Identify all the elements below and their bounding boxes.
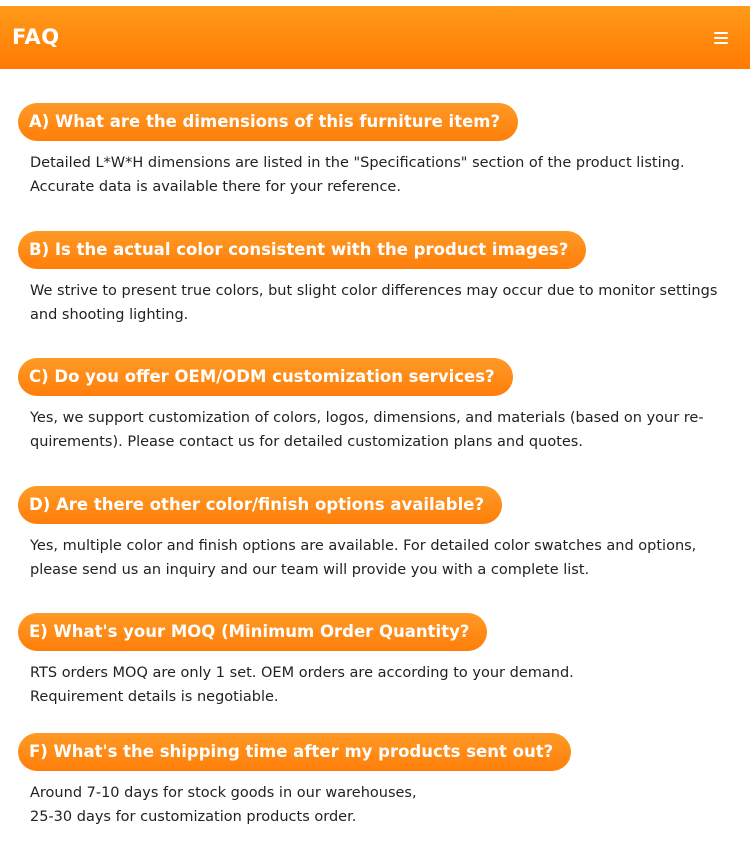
faq-question-a[interactable]: A) What are the dimensions of this furniture item?: [18, 103, 518, 141]
menu-line: [714, 32, 728, 34]
menu-line: [714, 42, 728, 44]
faq-answer-b: We strive to present true colors, but slight color differences may occur due to monitor settings and shooting lighting.: [30, 283, 718, 323]
menu-line: [714, 37, 728, 39]
faq-question-d[interactable]: D) Are there other color/finish options available?: [18, 486, 502, 524]
hamburger-menu-icon[interactable]: [714, 32, 728, 44]
faq-question-f[interactable]: F) What's the shipping time after my products sent out?: [18, 733, 571, 771]
faq-question-c[interactable]: C) Do you offer OEM/ODM customization services?: [18, 358, 513, 396]
faq-question-e[interactable]: E) What's your MOQ (Minimum Order Quantity?: [18, 613, 487, 651]
faq-question-b[interactable]: B) Is the actual color consistent with the product images?: [18, 231, 586, 269]
faq-answer-d: Yes, multiple color and finish options are available. For detailed color swatches and options, please send us an inquiry and our team will provide you with a complete list.: [30, 538, 697, 578]
faq-header: [0, 6, 750, 69]
faq-answer-c: Yes, we support customization of colors, logos, dimensions, and materials (based on your re-quirements). Please contact us for detailed customization plans and quotes.: [30, 410, 704, 450]
faq-answer-a: Detailed L*W*H dimensions are listed in the "Specifications" section of the product listing. Accurate data is available there for your reference.: [30, 155, 685, 195]
page-title: FAQ: [12, 25, 60, 49]
faq-answer-f: Around 7-10 days for stock goods in our warehouses, 25-30 days for customization products order.: [30, 785, 417, 825]
faq-answer-e: RTS orders MOQ are only 1 set. OEM orders are according to your demand. Requirement details is negotiable.: [30, 665, 574, 705]
